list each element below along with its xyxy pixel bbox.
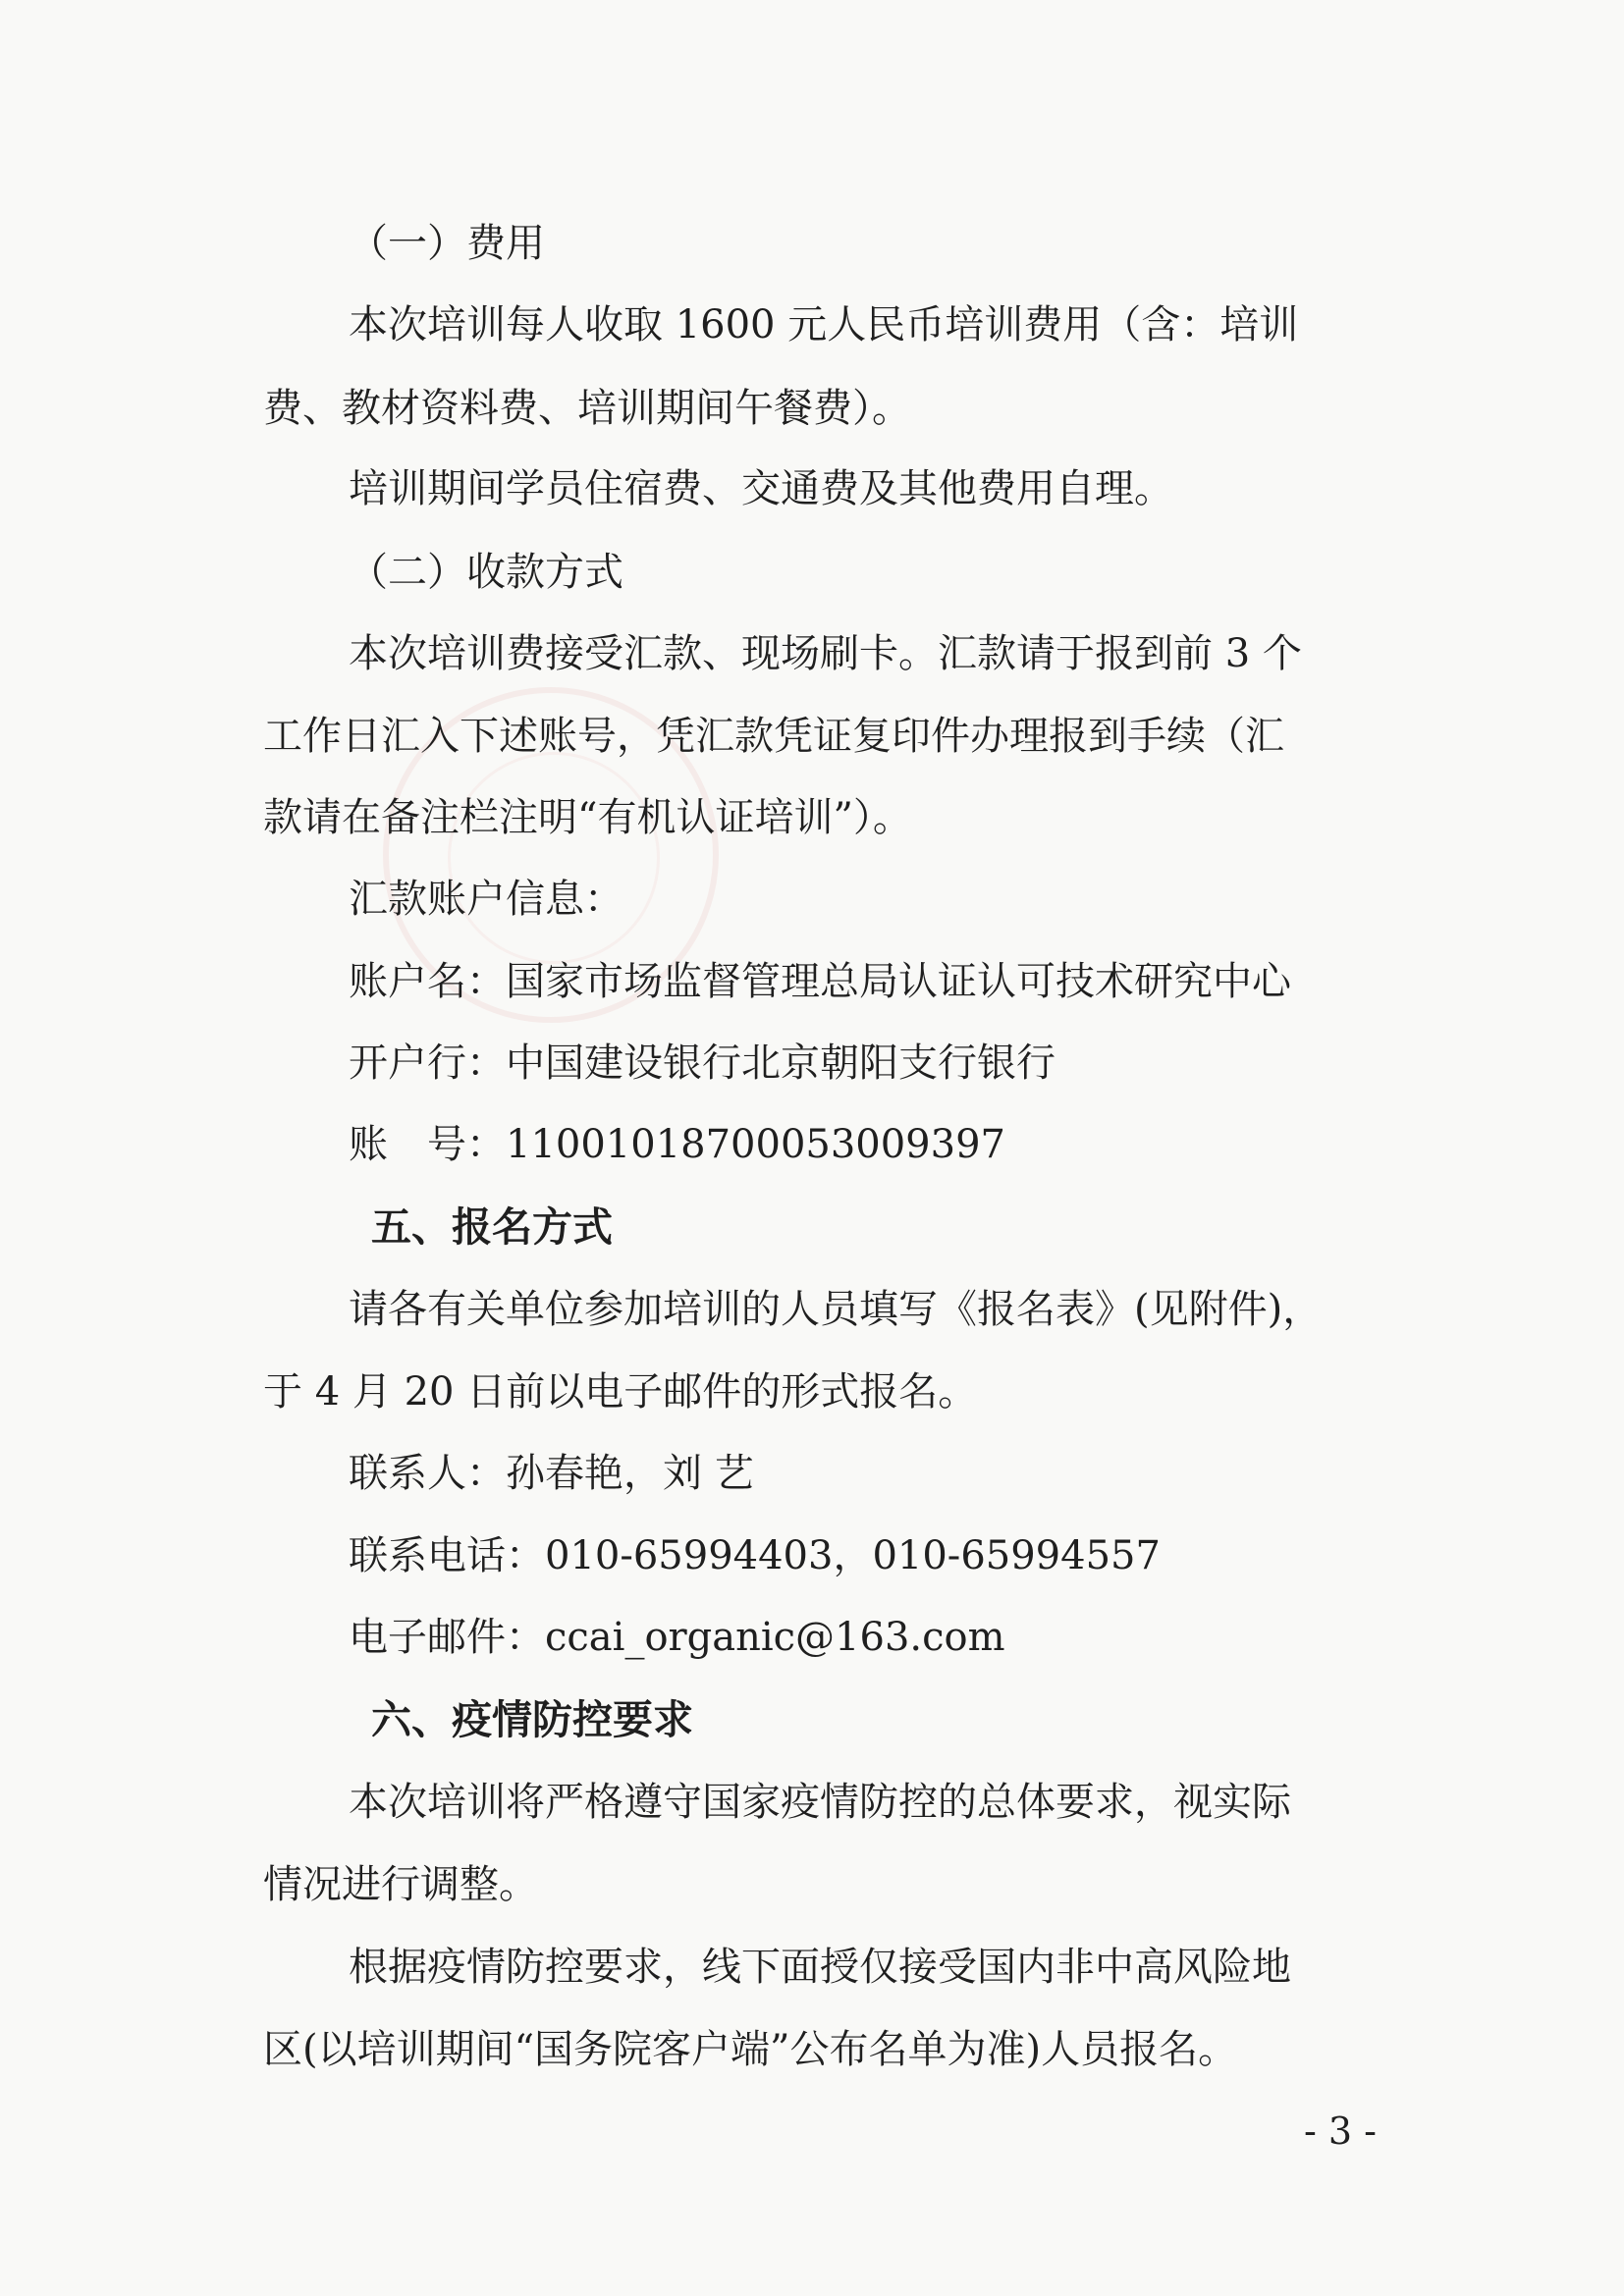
section-heading-epidemic: 六、疫情防控要求 bbox=[371, 1696, 693, 1743]
account-number: 账 号：11001018700053009397 bbox=[349, 1122, 1005, 1167]
paragraph-line: 工作日汇入下述账号，凭汇款凭证复印件办理报到手续（汇 bbox=[263, 714, 1284, 759]
paragraph-line: 于 4 月 20 日前以电子邮件的形式报名。 bbox=[263, 1369, 978, 1415]
account-bank: 开户行：中国建设银行北京朝阳支行银行 bbox=[349, 1041, 1056, 1086]
subsection-fees: （一）费用 bbox=[349, 221, 545, 266]
paragraph-line: 费、教材资料费、培训期间午餐费）。 bbox=[263, 386, 911, 431]
paragraph-line: 请各有关单位参加培训的人员填写《报名表》(见附件)， bbox=[349, 1287, 1323, 1332]
paragraph-line: 本次培训费接受汇款、现场刷卡。汇款请于报到前 3 个 bbox=[349, 631, 1302, 676]
paragraph-line: 情况进行调整。 bbox=[263, 1862, 538, 1907]
account-name: 账户名：国家市场监督管理总局认证认可技术研究中心 bbox=[349, 959, 1291, 1004]
paragraph-line: 款请在备注栏注明“有机认证培训”）。 bbox=[263, 795, 912, 840]
paragraph-line: 根据疫情防控要求，线下面授仅接受国内非中高风险地 bbox=[349, 1945, 1291, 1990]
subsection-payment: （二）收款方式 bbox=[349, 550, 623, 595]
page-number: - 3 - bbox=[1304, 2109, 1378, 2153]
account-info-label: 汇款账户信息： bbox=[349, 877, 623, 922]
section-heading-registration: 五、报名方式 bbox=[371, 1203, 613, 1251]
contact-phone: 联系电话：010-65994403，010-65994557 bbox=[349, 1533, 1161, 1578]
paragraph-line: 区(以培训期间“国务院客户端”公布名单为准)人员报名。 bbox=[263, 2027, 1238, 2072]
contact-email: 电子邮件：ccai_organic@163.com bbox=[349, 1615, 1005, 1660]
paragraph-line: 本次培训每人收取 1600 元人民币培训费用（含：培训 bbox=[349, 302, 1299, 347]
paragraph-line: 培训期间学员住宿费、交通费及其他费用自理。 bbox=[349, 466, 1173, 511]
paragraph-line: 本次培训将严格遵守国家疫情防控的总体要求，视实际 bbox=[349, 1780, 1291, 1825]
contact-person: 联系人：孙春艳，刘 艺 bbox=[349, 1451, 754, 1496]
